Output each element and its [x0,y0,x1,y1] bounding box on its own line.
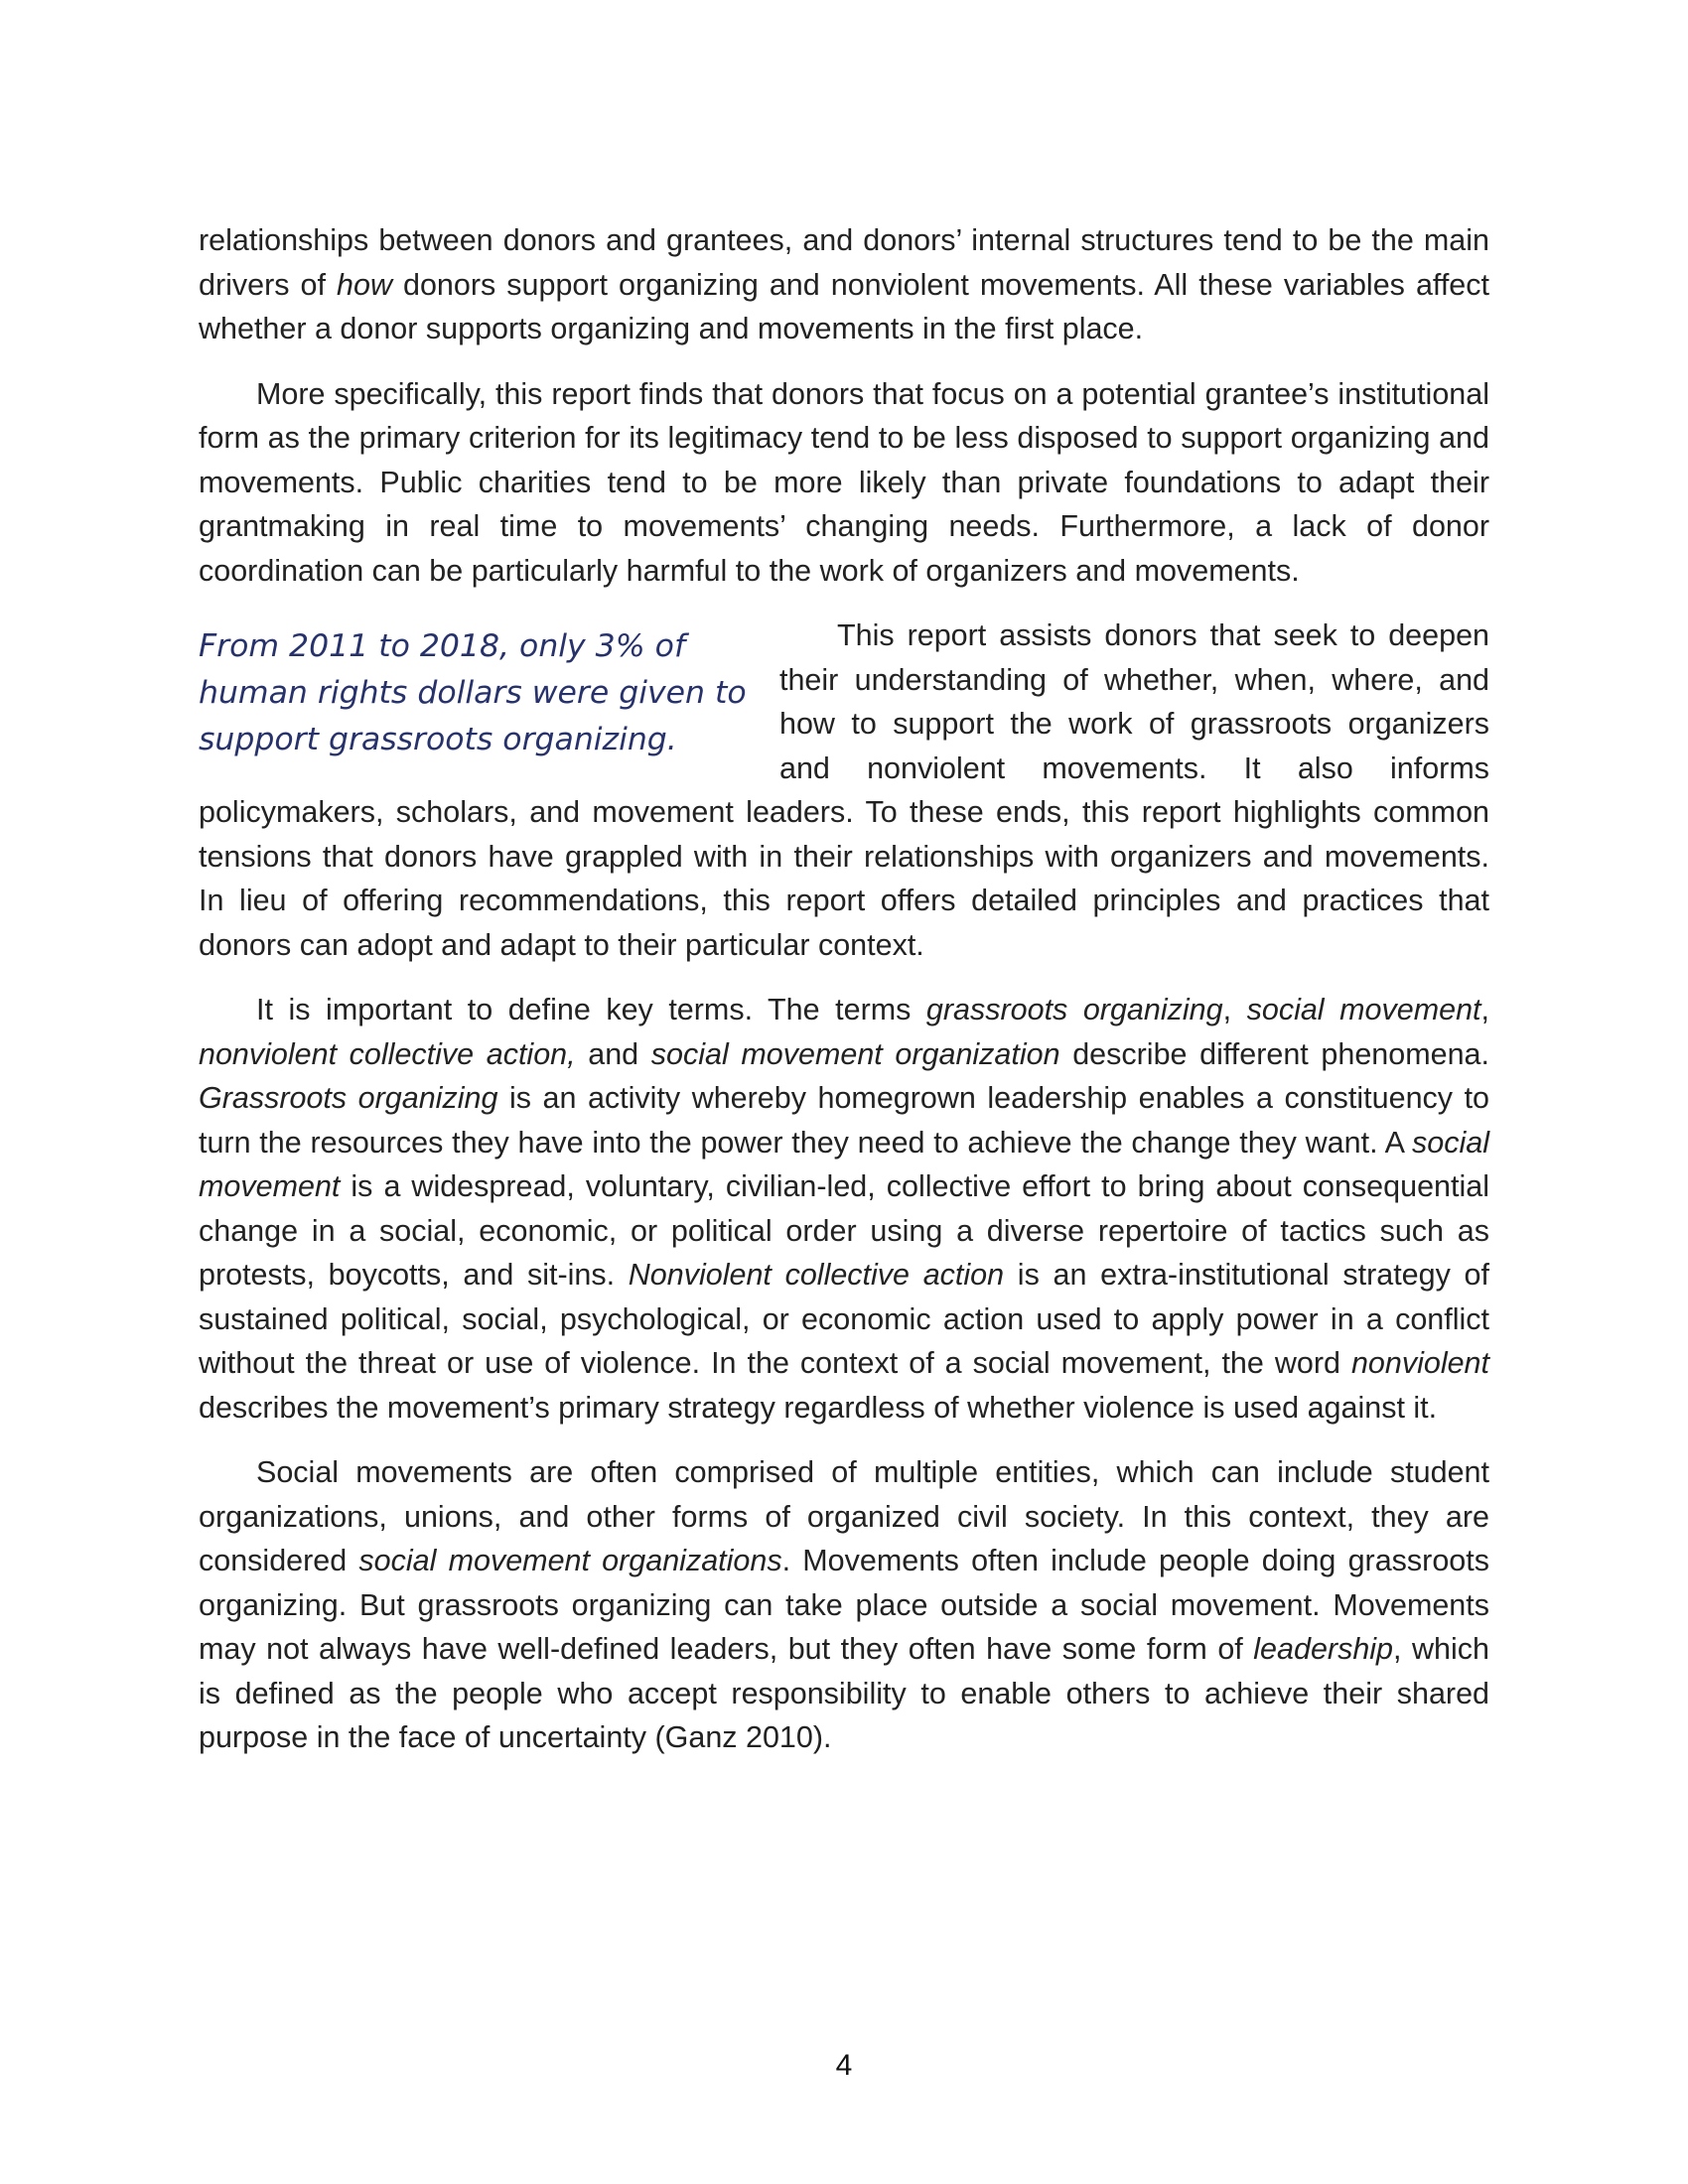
paragraph-text: donors support organizing and nonviolent movements. All these variables affect whether a donor supports organizing and movements in the first place. [199,267,1489,345]
pullquote-line: From 2011 to 2018, only 3% of [199,628,686,664]
paragraph-text: describes the movement’s primary strategy regardless of whether violence is used against it. [199,1390,1438,1425]
body-paragraph-2: More specifically, this report finds that donors that focus on a potential grantee’s institutional form as the primary criterion for its legitimacy tend to be less disposed to support organizing and movements. Public charities tend to be more likely than private foundations to adapt their grantmaking in real time to movements’ changing needs. Furthermore, a lack of donor coordination can be particularly harmful to the work of organizers and movements. [199,376,1489,588]
term-social-movement-organization: social movement organization [650,1036,1060,1071]
paragraph-text: It is important to define key terms. The terms [256,993,926,1026]
term-nonviolent: nonviolent [1350,1346,1489,1380]
pullquote-section [199,614,1489,967]
paragraph-text: . Movements often include people doing grassroots organizing. But grassroots organizing can take place outside a social movement. Movements may not always have well-defined leaders, but they often have some form of [199,1544,1489,1666]
page-number: 4 [835,2049,853,2082]
paragraph-text: describe different phenomena. [1059,1036,1489,1071]
term-social-movement: social movement [1246,993,1481,1026]
paragraph-text: is a widespread, voluntary, civilian-led, collective effort to bring about consequential change in a social, economic, or political order using a diverse repertoire of tactics such as protests, boycotts, and sit-ins. [199,1169,1489,1292]
term-grassroots-organizing: grassroots organizing [925,993,1223,1026]
paragraph-text: relationships between donors and grantees, and donors’ internal structures tend to be the main drivers of [199,223,1489,302]
paragraph-text: , [1480,993,1489,1026]
term-grassroots-organizing: Grassroots organizing [199,1081,498,1115]
paragraph-text: Social movements are often comprised of multiple entities, which can include student organizations, unions, and other forms of organized civil society. In this context, they are considered [199,1455,1489,1577]
term-social-movement-organizations: social movement organizations [358,1544,782,1577]
paragraph-text: is an activity whereby homegrown leadership enables a constituency to turn the resources they have into the power they need to achieve the change they want. A [199,1081,1490,1160]
paragraph-text: is an extra-institutional strategy of sustained political, social, psychological, or economic action used to apply power in a conflict without the threat or use of violence. In the context of a social movement, the word [199,1258,1489,1380]
term-nonviolent-collective-action: nonviolent collective action, [199,1036,576,1071]
paragraph-text: , [1222,993,1247,1026]
term-leadership: leadership [1253,1632,1394,1666]
body-paragraph-5 [199,1450,1489,1760]
term-social-movement: social movement [199,1125,1489,1203]
body-paragraph-4 [199,988,1489,1430]
emphasis-text: how [337,267,392,302]
body-paragraph-3: This report assists donors that seek to deepen their understanding of whether, when, where, and how to support the work of grassroots organizers and nonviolent movements. It also informs policymakers, scholars, and movement leaders. To these ends, this report highlights common tensions that donors have grappled with in their relationships with organizers and movements. In lieu of offering recommendations, this report offers detailed principles and practices that donors can adopt and adapt to their particular context. [199,618,1489,962]
page-body [199,218,1489,1781]
term-nonviolent-collective-action: Nonviolent collective action [628,1258,1005,1292]
pullquote-line: support grassroots organizing. [199,722,677,757]
pullquote-line: human rights dollars were given to [199,675,747,711]
paragraph-text: , which is defined as the people who accept responsibility to enable others to achieve their shared purpose in the face of uncertainty (Ganz 2010). [199,1632,1489,1754]
body-paragraph-1 [199,218,1489,351]
paragraph-text: and [575,1036,651,1071]
pullquote [199,623,750,763]
